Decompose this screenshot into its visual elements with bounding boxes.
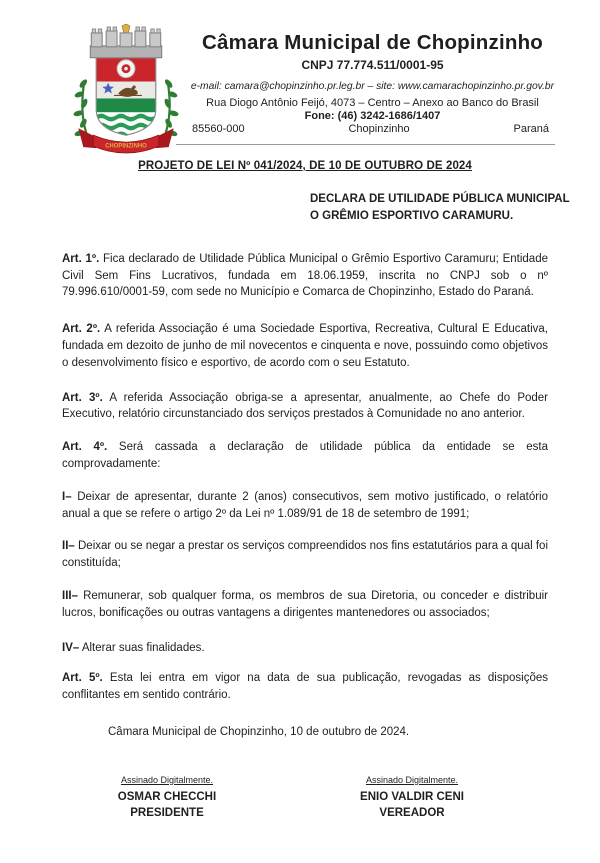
signature-status: Assinado Digitalmente. <box>120 774 214 785</box>
signer-name: ENIO VALDIR CENI <box>360 790 464 803</box>
zip-code: 85560-000 <box>192 123 245 135</box>
state-name: Paraná <box>513 123 549 135</box>
article-1-label: Art. 1º. <box>62 252 100 265</box>
signature-block-vereador <box>307 773 517 821</box>
item-3-label: III– <box>62 589 78 602</box>
article-2 <box>62 321 548 371</box>
subject-line-1: DECLARA DE UTILIDADE PÚBLICA MUNICIPAL <box>310 192 570 205</box>
signature-block-president <box>62 773 272 821</box>
header-separator <box>176 144 555 145</box>
address-line: Rua Diogo Antônio Feijó, 4073 – Centro – Anexo ao Banco do Brasil <box>206 97 539 109</box>
article-2-text: A referida Associação é uma Sociedade Esportiva, Recreativa, Cultural E Educativa, fundada em dezoito de junho de mil novecentos e cinquenta e nove, possuindo como objetivos o desenvolvimento físico e esportivo, de acordo com o seu Estatuto. <box>62 323 548 369</box>
subject-block <box>310 191 570 225</box>
article-3 <box>62 390 548 424</box>
signer-role: PRESIDENTE <box>130 806 204 819</box>
item-2-label: II– <box>62 540 75 553</box>
article-4 <box>62 439 548 473</box>
city-name: Chopinzinho <box>348 123 410 135</box>
item-2 <box>62 538 548 572</box>
article-3-label: Art. 3º. <box>62 391 103 404</box>
item-4-text: Alterar suas finalidades. <box>79 641 205 654</box>
letterhead-text <box>186 24 555 163</box>
article-5 <box>62 670 548 704</box>
coat-of-arms-icon <box>66 24 186 158</box>
signatures-row <box>62 773 548 821</box>
signature-status: Assinado Digitalmente. <box>365 774 459 785</box>
phone-line: Fone: (46) 3242-1686/1407 <box>304 110 441 122</box>
item-4-label: IV– <box>62 641 80 654</box>
item-1 <box>62 489 548 523</box>
article-4-text: Será cassada a declaração de utilidade pública da entidade se esta comprovadamente: <box>62 441 549 470</box>
coat-of-arms-logo <box>66 24 186 163</box>
item-4 <box>62 640 548 657</box>
article-2-label: Art. 2º. <box>62 323 101 336</box>
signer-role: VEREADOR <box>379 806 445 819</box>
doc-title: PROJETO DE LEI Nº 041/2024, DE 10 DE OUTUBRO DE 2024 <box>138 160 472 172</box>
item-3-text: Remunerar, sob qualquer forma, os membros de sua Diretoria, ou conceder e distribuir lucros, bonificações ou outras vantagens a dirigentes mantenedores ou associados; <box>62 589 548 619</box>
location-row <box>190 123 555 136</box>
letterhead <box>66 24 555 163</box>
article-3-text: A referida Associação obriga-se a apresentar, anualmente, ao Chefe do Poder Executivo, relatório circunstanciado dos serviços prestados à Comunidade no ano anterior. <box>62 391 549 421</box>
article-4-label: Art. 4º. <box>62 441 108 454</box>
cnpj: CNPJ 77.774.511/0001-95 <box>301 58 444 72</box>
article-5-label: Art. 5º. <box>62 672 103 685</box>
item-1-text: Deixar de apresentar, durante 2 (anos) consecutivos, sem motivo justificado, o relatório anual a que se refere o artigo 2º da Lei nº 1.089/91 de 18 de setembro de 1991; <box>62 490 548 520</box>
article-5-text: Esta lei entra em vigor na data de sua publicação, revogadas as disposições conflitantes em sentido contrário. <box>62 672 548 702</box>
item-3 <box>62 588 548 622</box>
crown-icon <box>90 24 161 58</box>
signer-name: OSMAR CHECCHI <box>117 790 217 803</box>
ribbon-text: CHOPINZINHO <box>105 143 147 150</box>
date-line: Câmara Municipal de Chopinzinho, 10 de outubro de 2024. <box>108 725 410 738</box>
email-line: e-mail: camara@chopinzinho.pr.leg.br – site: www.camarachopinzinho.pr.gov.br <box>190 81 555 92</box>
shield-icon <box>96 58 156 139</box>
item-1-label: I– <box>62 490 72 503</box>
org-name: Câmara Municipal de Chopinzinho <box>201 31 544 54</box>
item-2-text: Deixar ou se negar a prestar os serviços compreendidos nos fins estatutários para a qual foi constituída; <box>62 540 548 570</box>
article-1-text: Fica declarado de Utilidade Pública Municipal o Grêmio Esportivo Caramuru; Entidade Civil Sem Fins Lucrativos, fundada em 18.06.1959, inscrita no CNPJ sob o nº 79.996.610/0001-59, com sede no Município e Comarca de Chopinzinho, Estado do Paraná. <box>62 252 548 299</box>
document-body <box>62 158 570 821</box>
article-1 <box>62 251 548 301</box>
subject-line-2: O GRÊMIO ESPORTIVO CARAMURU. <box>310 209 514 222</box>
